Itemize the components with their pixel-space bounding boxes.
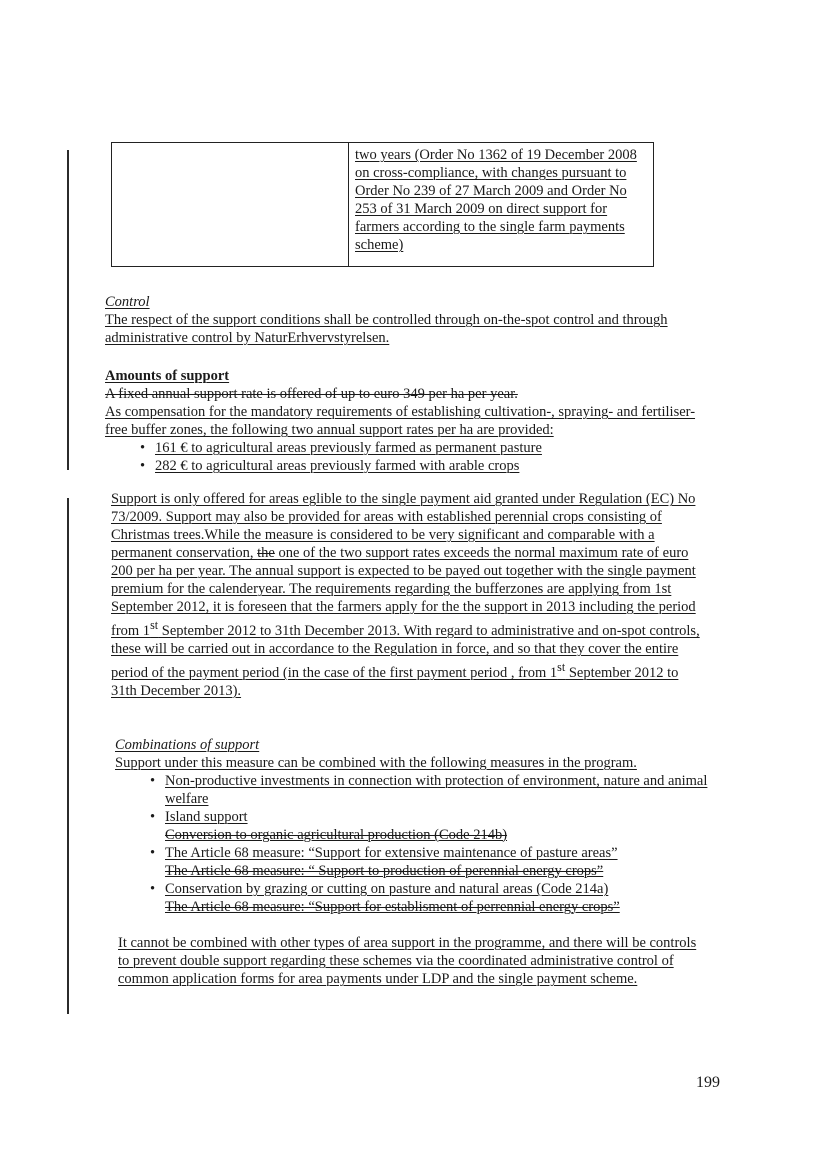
support-text-part2: one of the two support rates exceeds the normal maximum rate of euro 200 per ha per year. The annual support is expected to be payed out together with the single payment premium for the calenderyear. The requirements regarding the bufferzones are applying from 1st September 2012, it is foreseen that the farmers apply for the the support in 2013 including the period from 1 — [111, 545, 696, 639]
support-text-struck: the — [257, 545, 275, 561]
superscript-st: st — [150, 618, 159, 632]
bullet-icon: • — [150, 773, 156, 789]
combination-item: Conservation by grazing or cutting on pasture and natural areas (Code 214a) — [165, 881, 609, 897]
page-number: 199 — [696, 1074, 720, 1091]
list-item — [105, 457, 705, 475]
table-right-cell: two years (Order No 1362 of 19 December 2008 on cross-compliance, with changes pursuant to Order No 239 of 27 March 2009 and Order No 253 of 31 March 2009 on direct support for farmers according to the single farm payments scheme) — [355, 147, 637, 253]
conditions-table — [111, 142, 654, 267]
list-item — [115, 772, 715, 808]
control-heading: Control — [105, 294, 150, 310]
bullet-icon: • — [150, 845, 156, 861]
combinations-heading: Combinations of support — [115, 737, 260, 753]
amount-rate-pasture: 161 € to agricultural areas previously farmed as permanent pasture — [155, 440, 542, 456]
amounts-intro: As compensation for the mandatory requirements of establishing cultivation-, spraying- and fertiliser-free buffer zones, the following two annual support rates per ha are provided: — [105, 404, 696, 438]
bullet-icon: • — [140, 440, 146, 456]
support-paragraph — [111, 490, 701, 700]
change-bar-bottom — [67, 498, 69, 1014]
combinations-list — [115, 772, 715, 916]
combination-item-deleted: Conversion to organic agricultural production (Code 214b) — [165, 827, 508, 843]
change-bar-top — [67, 150, 69, 470]
list-item — [115, 862, 715, 880]
list-item — [115, 808, 715, 826]
combinations-intro: Support under this measure can be combined with the following measures in the program. — [115, 755, 637, 771]
list-item — [115, 826, 715, 844]
amount-rate-arable: 282 € to agricultural areas previously farmed with arable crops — [155, 458, 520, 474]
support-text-part3: September 2012 to 31th December 2013. With regard to administrative and on-spot controls, these will be carried out in accordance to the Regulation in force, and so that they cover the entire period of the payment period (in the case of the first payment period , from 1 — [111, 622, 700, 681]
list-item — [105, 439, 705, 457]
bullet-icon: • — [140, 458, 146, 474]
closing-text: It cannot be combined with other types of area support in the programme, and there will be controls to prevent double support regarding these schemes via the coordinated administrative control of common application forms for area payments under LDP and the single payment scheme. — [118, 935, 697, 987]
list-item — [115, 898, 715, 916]
amounts-bullet-list — [105, 439, 705, 475]
combination-item: Island support — [165, 809, 248, 825]
table-divider — [348, 143, 349, 266]
control-section — [105, 293, 705, 347]
bullet-icon: • — [150, 881, 156, 897]
combination-item-deleted: The Article 68 measure: “Support for establisment of perrennial energy crops” — [165, 899, 620, 915]
support-text-part4: September 2012 to 31th December 2013). — [111, 664, 679, 699]
list-item — [115, 844, 715, 862]
combination-item: Non-productive investments in connection with protection of environment, nature and animal welfare — [165, 773, 708, 807]
amounts-section — [105, 367, 705, 475]
closing-section — [118, 934, 708, 988]
list-item — [115, 880, 715, 898]
combinations-section — [115, 736, 715, 916]
control-text: The respect of the support conditions shall be controlled through on-the-spot control and through administrative control by NaturErhvervstyrelsen. — [105, 312, 668, 346]
amounts-deleted-line: A fixed annual support rate is offered of up to euro 349 per ha per year. — [105, 386, 518, 402]
support-text-part1: Support is only offered for areas eglible to the single payment aid granted under Regulation (EC) No 73/2009. Support may also be provided for areas with established perennial crops consisting of Christmas trees.While the measure is considered to be very significant and comparable with a permanent conservation, — [111, 491, 696, 561]
amounts-heading: Amounts of support — [105, 368, 230, 384]
combination-item: The Article 68 measure: “Support for extensive maintenance of pasture areas” — [165, 845, 618, 861]
combination-item-deleted: The Article 68 measure: “ Support to production of perennial energy crops” — [165, 863, 604, 879]
superscript-st: st — [557, 659, 566, 674]
bullet-icon: • — [150, 809, 156, 825]
support-text — [111, 490, 701, 700]
